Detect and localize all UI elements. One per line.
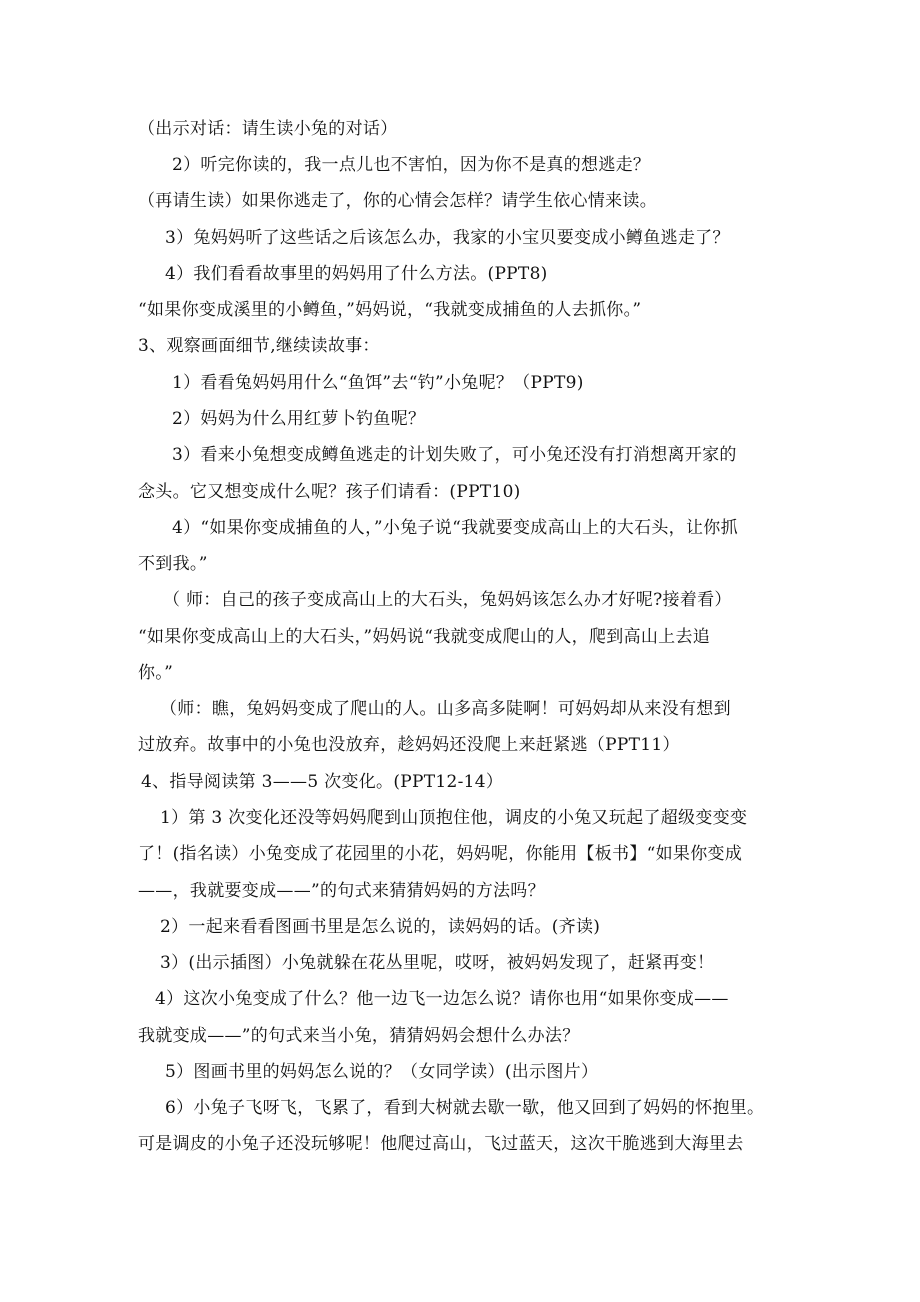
section-heading: 3、观察画面细节,继续读故事： — [138, 336, 380, 356]
text-line: 4）“如果你变成捕鱼的人，”小兔子说“我就要变成高山上的大石头，让你抓 — [172, 518, 738, 538]
section-heading: 4、指导阅读第 3——5 次变化。(PPT12-14） — [141, 772, 504, 792]
text-line: 可是调皮的小兔子还没玩够呢！他爬过高山，飞过蓝天，这次干脆逃到大海里去 — [138, 1134, 744, 1154]
text-line: （再请生读）如果你逃走了，你的心情会怎样？请学生依心情来读。 — [138, 191, 657, 211]
text-line: 不到我。” — [138, 554, 208, 574]
text-line: 2）一起来看看图画书里是怎么说的，读妈妈的话。(齐读) — [160, 917, 601, 937]
text-line: 1）看看兔妈妈用什么“鱼饵”去“钓”小兔呢？（PPT9) — [172, 373, 584, 393]
text-line: （ 师：自己的孩子变成高山上的大石头，兔妈妈该怎么办才好呢?接着看） — [163, 590, 732, 610]
text-line: 3）看来小兔想变成鳟鱼逃走的计划失败了，可小兔还没有打消想离开家的 — [172, 445, 737, 465]
text-line: “如果你变成溪里的小鳟鱼，”妈妈说，“我就变成捕鱼的人去抓你。” — [138, 300, 642, 320]
text-line: 3）(出示插图）小兔就躲在花丛里呢，哎呀，被妈妈发现了，赶紧再变！ — [160, 953, 715, 973]
text-line: 4）我们看看故事里的妈妈用了什么方法。(PPT8) — [165, 264, 548, 284]
text-line: 了！(指名读）小兔变成了花园里的小花，妈妈呢，你能用【板书】“如果你变成 — [138, 844, 743, 864]
text-line: “如果你变成高山上的大石头，”妈妈说“我就变成爬山的人，爬到高山上去追 — [138, 627, 711, 647]
text-line: （师：瞧，兔妈妈变成了爬山的人。山多高多陡啊！可妈妈却从来没有想到 — [160, 699, 731, 719]
text-line: 2）听完你读的，我一点儿也不害怕，因为你不是真的想逃走？ — [172, 155, 651, 175]
text-line: ——，我就要变成——”的句式来猜猜妈妈的方法吗？ — [138, 881, 545, 901]
text-line: 6）小兔子飞呀飞，飞累了，看到大树就去歇一歇，他又回到了妈妈的怀抱里。 — [165, 1098, 765, 1118]
text-line: 5）图画书里的妈妈怎么说的？（女同学读）(出示图片） — [165, 1062, 599, 1082]
text-line: 念头。它又想变成什么呢？孩子们请看：(PPT10) — [138, 482, 521, 502]
text-line: 1）第 3 次变化还没等妈妈爬到山顶抱住他，调皮的小兔又玩起了超级变变变 — [160, 808, 748, 828]
text-line: 4）这次小兔变成了什么？他一边飞一边怎么说？请你也用“如果你变成—— — [155, 989, 729, 1009]
text-line: 过放弃。故事中的小兔也没放弃，趁妈妈还没爬上来赶紧逃（PPT11） — [138, 735, 680, 755]
text-line: 2）妈妈为什么用红萝卜钓鱼呢？ — [172, 409, 426, 429]
text-line: 3）兔妈妈听了这些话之后该怎么办，我家的小宝贝要变成小鳟鱼逃走了？ — [165, 228, 730, 248]
text-line: （出示对话：请生读小兔的对话） — [138, 119, 398, 139]
text-line: 我就变成——”的句式来当小兔，猜猜妈妈会想什么办法？ — [138, 1026, 580, 1046]
text-line: 你。” — [138, 663, 174, 683]
